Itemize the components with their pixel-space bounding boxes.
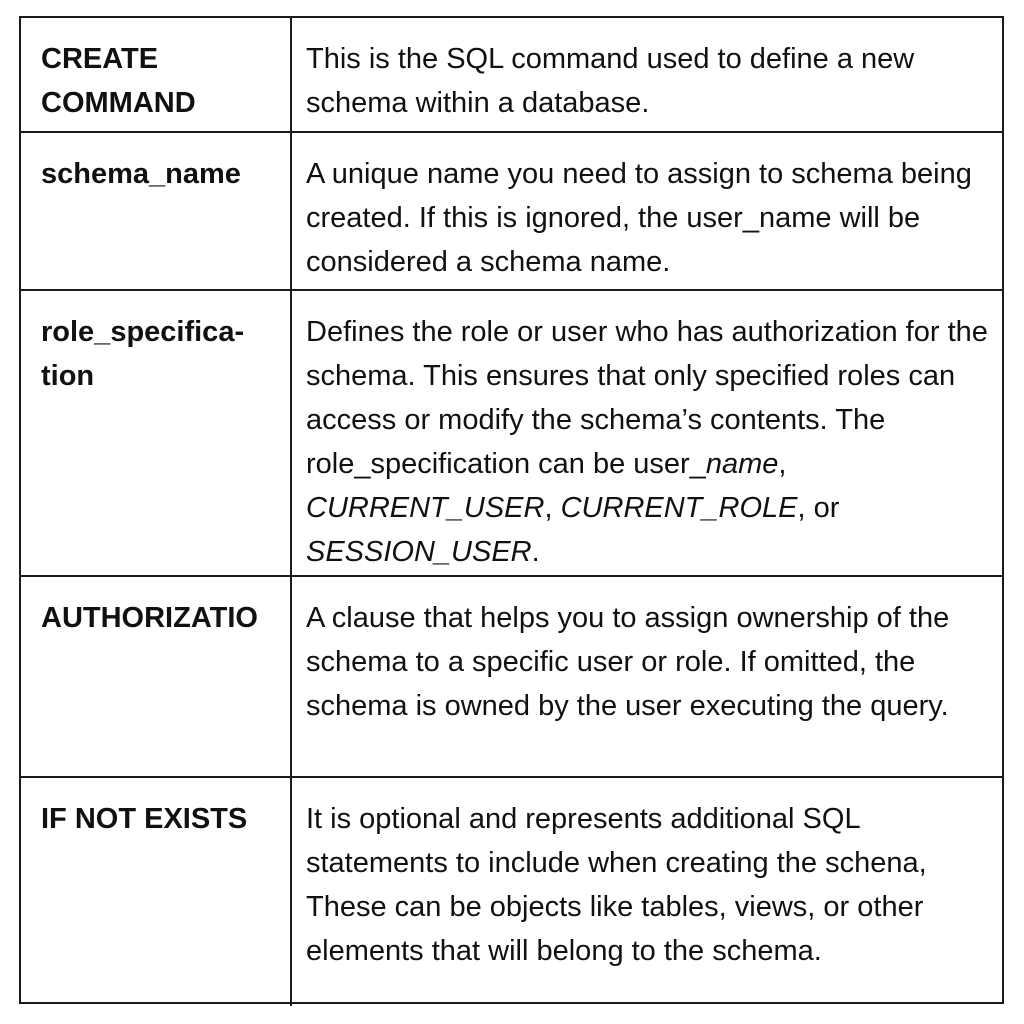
term-label: IF NOT EXISTS [41,803,248,835]
table-row [21,132,1002,290]
term-cell [21,777,291,1006]
term-cell [21,290,291,576]
description-italic-name: name [705,448,779,480]
definitions-table-frame [19,16,1004,1004]
description-text: A clause that helps you to assign ownership of the schema to a specific user or role. If omitted, the schema is owned by the user executing the query. [306,602,950,722]
term-label-line-2: tion [41,360,95,392]
description-cell [291,777,1002,1006]
description-cell [291,290,1002,576]
description-italic-session-user: SESSION_USER [306,536,532,568]
description-text: A unique name you need to assign to schema being created. If this is ignored, the user_name will be considered a schema name. [306,158,972,278]
description-text: This is the SQL command used to define a new schema within a database. [306,43,915,119]
table-row [21,576,1002,777]
definitions-table [21,18,1002,1006]
term-label: schema_name [41,158,241,190]
description-end: . [531,536,540,568]
table-row [21,290,1002,576]
description-cell [291,132,1002,290]
term-label-line-1: role_specifica- [41,316,245,348]
table-row [21,777,1002,1006]
description-italic-current-user: CURRENT_USER [306,492,545,524]
term-cell [21,18,291,132]
description-cell [291,576,1002,777]
table-row [21,18,1002,132]
term-label: AUTHORIZATIO [41,602,258,634]
description-separator: , [778,448,787,480]
description-cell [291,18,1002,132]
description-text: It is optional and represents additional SQL statements to include when creating the schena, These can be objects like tables, views, or other elements that will belong to the schema. [306,803,927,967]
term-cell [21,576,291,777]
description-text: Defines the role or user who has authorization for the schema. This ensures that only specified roles can access or modify the schema’s contents. The role_specification can be user_ [306,316,988,480]
description-separator: , [544,492,561,524]
description-separator: , or [797,492,840,524]
description-italic-current-role: CURRENT_ROLE [560,492,798,524]
term-cell [21,132,291,290]
term-label: CREATE COMMAND [41,43,196,119]
